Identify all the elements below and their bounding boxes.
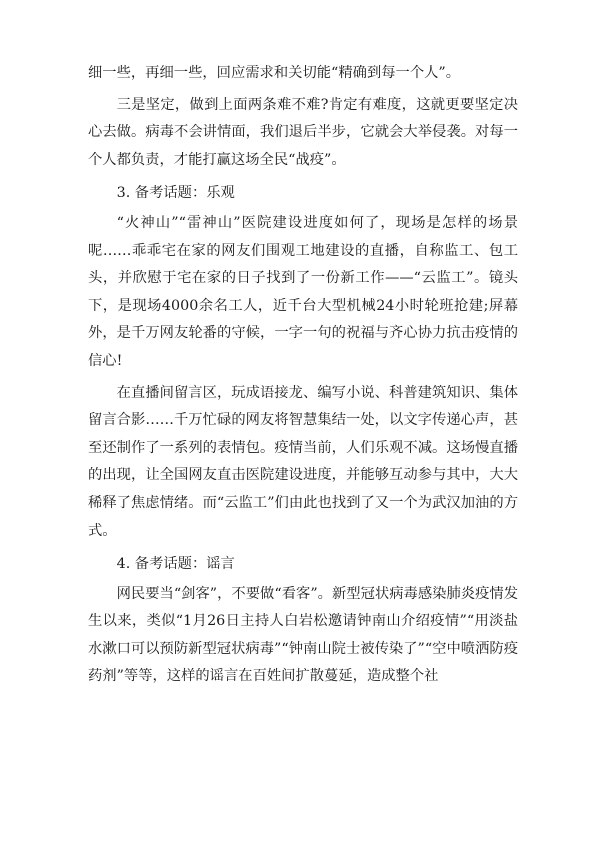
section-heading-optimism: 3. 备考话题：乐观 [116,185,235,202]
paragraph-continuation: 细一些，再细一些，回应需求和关切能“精确到每一个人”。 [88,65,461,81]
paragraph-livestream-comments: 在直播间留言区，玩成语接龙、编写小说、科普建筑知识、集体留言合影……千万忙碌的网友将智慧集结一处，以文字传递心声，甚至还制作了一系列的表情包。疫情当前，人们乐观不减。这场慢直播的出现，让全国网友直击医院建设进度，并能够互动参与其中，大大稀释了焦虑情绪。而“云监工”们由此也找到了又一个为武汉加油的方式。 [88,384,518,539]
paragraph-cloud-supervision: “火神山”“雷神山”医院建设进度如何了，现场是怎样的场景呢……乖乖宅在家的网友们围观工地建设的直播，自称监工、包工头，并欣慰于宅在家的日子找到了一份新工作——“云监工”。镜头下，是现场4000余名工人，近千台大型机械24小时轮班抢建;屏幕外，是千万网友轮番的守候，一字一句的祝福与齐心协力抗击疫情的信心! [88,214,518,369]
paragraph-rumors: 网民要当“剑客”，不要做“看客”。新型冠状病毒感染肺炎疫情发生以来，类似“1月26日主持人白岩松邀请钟南山介绍疫情”“用淡盐水漱口可以预防新型冠状病毒”“钟南山院士被传染了”“空中喷洒防疫药剂”等等，这样的谣言在百姓间扩散蔓延，造成整个社 [88,585,518,685]
paragraph-firmness: 三是坚定，做到上面两条难不难?肯定有难度，这就更要坚定决心去做。病毒不会讲情面，我们退后半步，它就会大举侵袭。对每一个人都负责，才能打赢这场全民“战疫”。 [88,96,518,168]
section-heading-rumors: 4. 备考话题：谣言 [116,556,235,573]
document-page [88,60,518,691]
